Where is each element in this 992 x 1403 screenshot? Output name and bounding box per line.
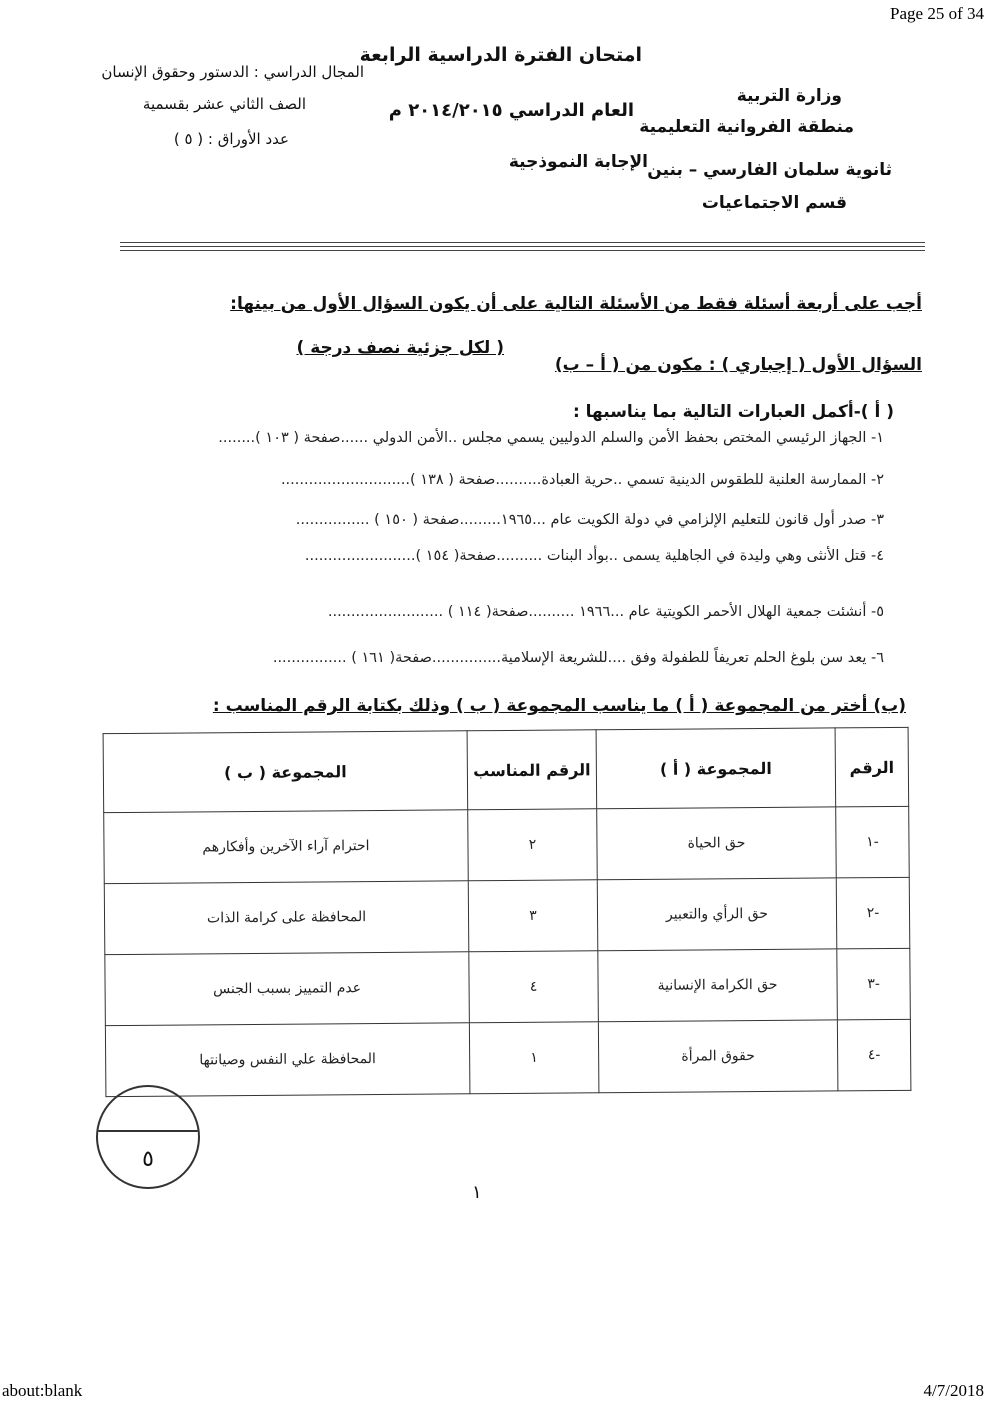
sheets-count: عدد الأوراق : ( ٥ ): [173, 130, 289, 148]
question1-marks: ( لكل جزئية نصف درجة ): [296, 338, 504, 358]
page-number: ١: [472, 1182, 482, 1203]
answer-number-cell: ٤: [469, 951, 599, 1023]
row-number: -١: [836, 806, 910, 878]
table-row: [105, 1019, 911, 1096]
model-answer-label: الإجابة النموذجية: [508, 152, 648, 172]
subject-field: المجال الدراسي : الدستور وحقوق الإنسان: [101, 63, 364, 81]
group-b-cell: عدم التمييز بسبب الجنس: [105, 952, 470, 1026]
table-row: [104, 806, 910, 883]
instructions: أجب على أربعة أسئلة فقط من الأسئلة التالية على أن يكون السؤال الأول من بينها:: [230, 294, 922, 314]
question1-title: السؤال الأول ( إجباري ) : مكون من ( أ – ب): [554, 355, 922, 375]
group-a-cell: حقوق المرأة: [598, 1020, 838, 1093]
group-a-cell: حق الرأي والتعبير: [597, 878, 837, 951]
header-divider-top: [120, 242, 925, 243]
grade-value: ٥: [142, 1147, 154, 1172]
page-url: about:blank: [2, 1381, 83, 1400]
table-row: [105, 948, 911, 1025]
table-row: [104, 877, 910, 954]
part-a-title: ( أ )-أكمل العبارات التالية بما يناسبها :: [572, 402, 894, 422]
grade-level: الصف الثاني عشر بقسمية: [142, 95, 306, 113]
fill-item-2: ٢- الممارسة العلنية للطقوس الدينية تسمي ..حرية العبادة..........صفحة ( ١٣٨ )............................: [280, 472, 884, 488]
row-number: -٤: [837, 1019, 911, 1091]
row-number: -٣: [837, 948, 911, 1020]
header-group-b: المجموعة ( ب ): [103, 731, 468, 813]
matching-table: [103, 727, 912, 1097]
ministry-name: وزارة التربية: [736, 86, 842, 106]
part-b-title: (ب) أختر من المجموعة ( أ ) ما يناسب المجموعة ( ب ) وذلك بكتابة الرقم المناسب :: [212, 696, 906, 716]
header-divider-mid: [120, 246, 925, 247]
grade-circle: [96, 1085, 200, 1189]
group-b-cell: المحافظة على كرامة الذات: [104, 881, 469, 955]
grade-circle-divider: [98, 1130, 198, 1132]
answer-number-cell: ٢: [468, 809, 598, 881]
group-a-cell: حق الكرامة الإنسانية: [598, 949, 838, 1022]
print-date: 4/7/2018: [923, 1381, 984, 1400]
answer-number-cell: ٣: [468, 880, 598, 952]
fill-item-4: ٤- قتل الأنثى وهي وليدة في الجاهلية يسمى ..بوأد البنات ..........صفحة( ١٥٤ )........................: [304, 548, 884, 564]
answer-number-cell: ١: [469, 1022, 599, 1094]
page-indicator: Page 25 of 34: [890, 4, 984, 23]
header-group-a: المجموعة ( أ ): [596, 728, 836, 809]
region-name: منطقة الفروانية التعليمية: [639, 117, 854, 137]
row-number: -٢: [836, 877, 910, 949]
header-divider-bottom: [120, 250, 925, 251]
department-name: قسم الاجتماعيات: [701, 193, 847, 213]
fill-item-6: ٦- يعد سن بلوغ الحلم تعريفاً للطفولة وفق ....للشريعة الإسلامية...............صفحة( ١٦١ ) ................: [272, 650, 884, 666]
fill-item-1: ١- الجهاز الرئيسي المختص بحفظ الأمن والسلم الدوليين يسمي مجلس ..الأمن الدولي ......صفحة ( ١٠٣ )........: [218, 430, 884, 446]
group-b-cell: احترام آراء الآخرين وأفكارهم: [104, 810, 469, 884]
table-header-row: [103, 727, 909, 812]
fill-item-5: ٥- أنشئت جمعية الهلال الأحمر الكويتية عام ...١٩٦٦ ..........صفحة( ١١٤ ) .........................: [327, 604, 884, 620]
group-a-cell: حق الحياة: [597, 807, 837, 880]
exam-title: امتحان الفترة الدراسية الرابعة: [359, 44, 642, 66]
school-name: ثانوية سلمان الفارسي – بنين: [647, 160, 892, 180]
academic-year: العام الدراسي ٢٠١٤/٢٠١٥ م: [388, 100, 634, 121]
fill-item-3: ٣- صدر أول قانون للتعليم الإلزامي في دولة الكويت عام ...١٩٦٥.........صفحة ( ١٥٠ ) ................: [295, 512, 884, 528]
header-number: الرقم: [835, 727, 909, 807]
header-matching-number: الرقم المناسب: [467, 730, 597, 810]
group-b-cell: المحافظة علي النفس وصيانتها: [105, 1023, 470, 1097]
